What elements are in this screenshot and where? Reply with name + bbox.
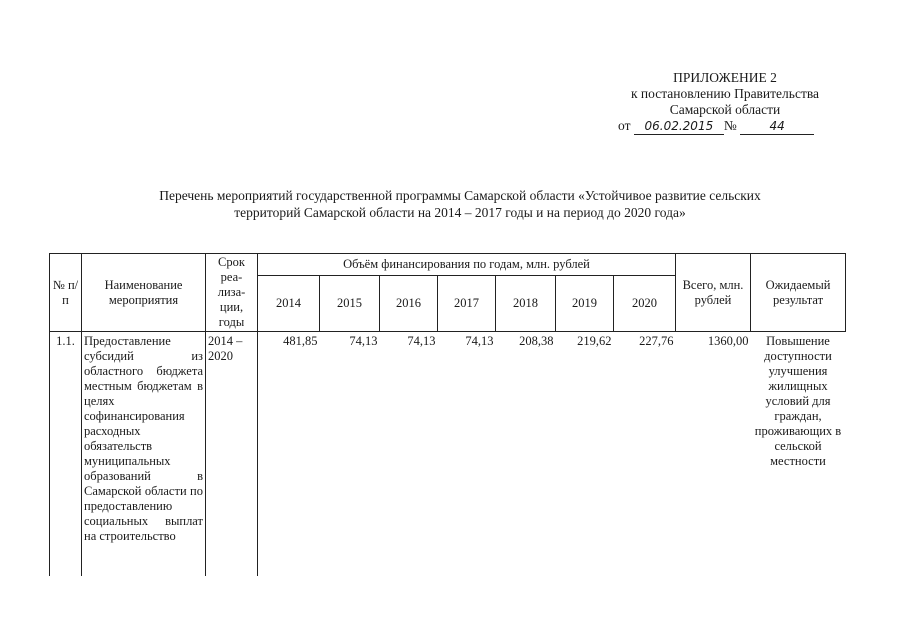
appendix-line-2: Самарской области	[669, 102, 781, 117]
row-result: Повышение доступности улучшения жилищных условий для граждан, проживающих в сельской местности	[754, 334, 842, 468]
header-funding: Объём финансирования по годам, млн. рублей	[258, 254, 676, 276]
header-year-2016: 2016	[380, 276, 438, 332]
header-year-2018: 2018	[496, 276, 556, 332]
header-period: Срок реа-лиза-ции, годы	[206, 254, 258, 332]
row-period: 2014 – 2020	[206, 332, 258, 577]
from-label: от	[618, 118, 631, 133]
number-label: №	[723, 118, 737, 133]
row-value-2016: 74,13	[407, 334, 436, 348]
appendix-date-line	[600, 118, 850, 135]
appendix-title: ПРИЛОЖЕНИЕ 2	[673, 70, 777, 85]
row-value-2019: 219,62	[577, 334, 612, 348]
header-year-2015: 2015	[320, 276, 380, 332]
header-result: Ожидаемый результат	[751, 254, 846, 332]
header-total: Всего, млн. рублей	[676, 254, 751, 332]
row-value-2018: 208,38	[519, 334, 554, 348]
handwritten-date: 06.02.2015	[634, 118, 724, 135]
row-total: 1360,00	[707, 334, 749, 348]
header-year-2020: 2020	[614, 276, 676, 332]
header-name: Наименование мероприятия	[82, 254, 206, 332]
measures-table	[49, 253, 846, 576]
header-number: № п/п	[50, 254, 82, 332]
row-name: Предоставление субсидий из областного бюджета местным бюджетам в целях софинансирования расходных обязательств муниципальных образований в Самарской области по предоставлению социальных выплат на строительство	[82, 332, 206, 577]
header-year-2017: 2017	[438, 276, 496, 332]
row-number: 1.1.	[50, 332, 82, 577]
document-title	[60, 187, 860, 221]
row-value-2017: 74,13	[465, 334, 494, 348]
row-value-2014: 481,85	[258, 332, 320, 577]
header-year-2019: 2019	[556, 276, 614, 332]
header-year-2014: 2014	[258, 276, 320, 332]
document-title-line-1: Перечень мероприятий государственной программы Самарской области «Устойчивое развитие сельских	[159, 188, 761, 203]
appendix-block	[600, 70, 850, 135]
row-value-2020: 227,76	[639, 334, 674, 348]
handwritten-number: 44	[740, 118, 814, 135]
appendix-line-1: к постановлению Правительства	[630, 86, 820, 101]
table-row	[50, 332, 846, 577]
row-value-2015: 74,13	[349, 334, 378, 348]
document-title-line-2: территорий Самарской области на 2014 – 2017 годы и на период до 2020 года»	[234, 205, 686, 220]
